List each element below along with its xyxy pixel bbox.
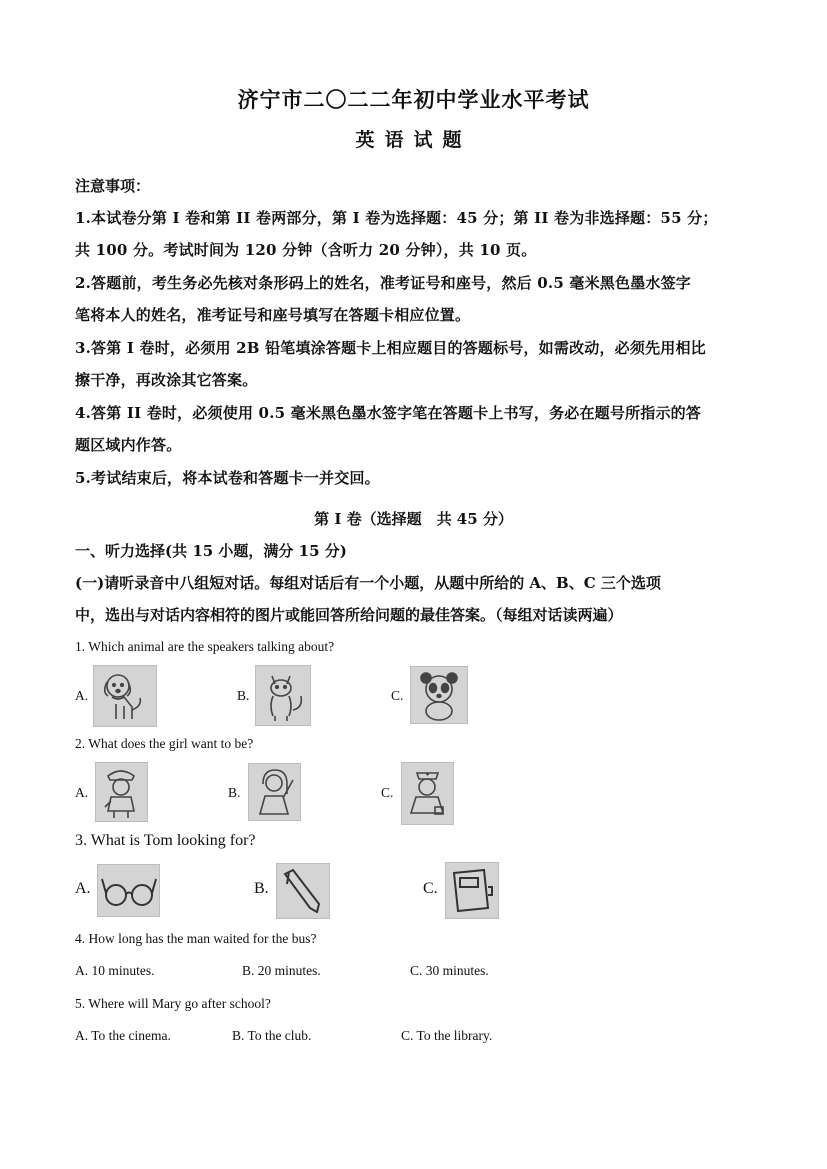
exam-title: 济宁市二〇二二年初中学业水平考试 bbox=[237, 87, 590, 112]
notice-line: 2.答题前，考生务必先核对条形码上的姓名，准考证号和座号，然后 0.5 毫米黑色墨水签字 bbox=[75, 274, 692, 292]
question-text: 3. What is Tom looking for? bbox=[75, 832, 256, 849]
instruction-line: (一)请听录音中八组短对话。每组对话后有一个小题，从题中所给的 A、B、C 三个选项 bbox=[75, 574, 661, 592]
question-text: 5. Where will Mary go after school? bbox=[75, 996, 271, 1011]
answer-option: A. 10 minutes. bbox=[75, 963, 155, 978]
notice-line: 3.答第 I 卷时，必须用 2B 铅笔填涂答题卡上相应题目的答题标号，如需改动，必须先用相比 bbox=[75, 339, 706, 357]
option-label: A. bbox=[75, 785, 89, 800]
notice-line: 1.本试卷分第 I 卷和第 II 卷两部分，第 I 卷为选择题：45 分；第 II 卷为非选择题：55 分； bbox=[75, 209, 718, 227]
instruction-line: 中，选出与对话内容相符的图片或能回答所给问题的最佳答案。（每组对话读两遍） bbox=[75, 606, 623, 624]
notebook-icon bbox=[445, 862, 499, 919]
cat-icon bbox=[255, 665, 311, 726]
answer-option: C. 30 minutes. bbox=[410, 963, 489, 978]
option-label: C. bbox=[423, 880, 438, 897]
teacher-icon bbox=[248, 763, 301, 821]
notice-line: 擦干净，再改涂其它答案。 bbox=[75, 371, 258, 389]
answer-option: A. To the cinema. bbox=[75, 1028, 171, 1043]
notice-line: 笔将本人的姓名，准考证号和座号填写在答题卡相应位置。 bbox=[75, 306, 471, 324]
question-text: 4. How long has the man waited for the bus? bbox=[75, 931, 317, 946]
question-text: 2. What does the girl want to be? bbox=[75, 736, 254, 751]
panda-icon bbox=[410, 666, 468, 724]
police-officer-icon bbox=[95, 762, 148, 822]
answer-option: B. To the club. bbox=[232, 1028, 312, 1043]
notice-line: 共 100 分。考试时间为 120 分钟（含听力 20 分钟），共 10 页。 bbox=[75, 241, 537, 259]
notice-line: 题区域内作答。 bbox=[75, 436, 182, 454]
option-label: B. bbox=[237, 688, 250, 703]
notice-line: 5.考试结束后，将本试卷和答题卡一并交回。 bbox=[75, 469, 380, 487]
answer-option: C. To the library. bbox=[401, 1028, 493, 1043]
nurse-icon bbox=[401, 762, 454, 825]
dog-icon bbox=[93, 665, 157, 727]
option-label: B. bbox=[228, 785, 241, 800]
question-text: 1. Which animal are the speakers talking about? bbox=[75, 639, 335, 654]
option-label: C. bbox=[381, 785, 394, 800]
answer-option: B. 20 minutes. bbox=[242, 963, 321, 978]
option-label: A. bbox=[75, 688, 89, 703]
option-label: B. bbox=[254, 880, 269, 897]
section-title: 一、听力选择(共 15 小题，满分 15 分) bbox=[75, 542, 347, 560]
option-label: A. bbox=[75, 880, 91, 897]
exam-subtitle: 英语试题 bbox=[355, 129, 472, 151]
glasses-icon bbox=[97, 864, 160, 917]
notice-heading: 注意事项： bbox=[75, 177, 151, 195]
part-heading: 第 I 卷（选择题 共 45 分） bbox=[314, 510, 513, 528]
option-label: C. bbox=[391, 688, 404, 703]
pen-icon bbox=[276, 863, 330, 919]
notice-line: 4.答第 II 卷时，必须使用 0.5 毫米黑色墨水签字笔在答题卡上书写，务必在题号所指示的答 bbox=[75, 404, 702, 422]
